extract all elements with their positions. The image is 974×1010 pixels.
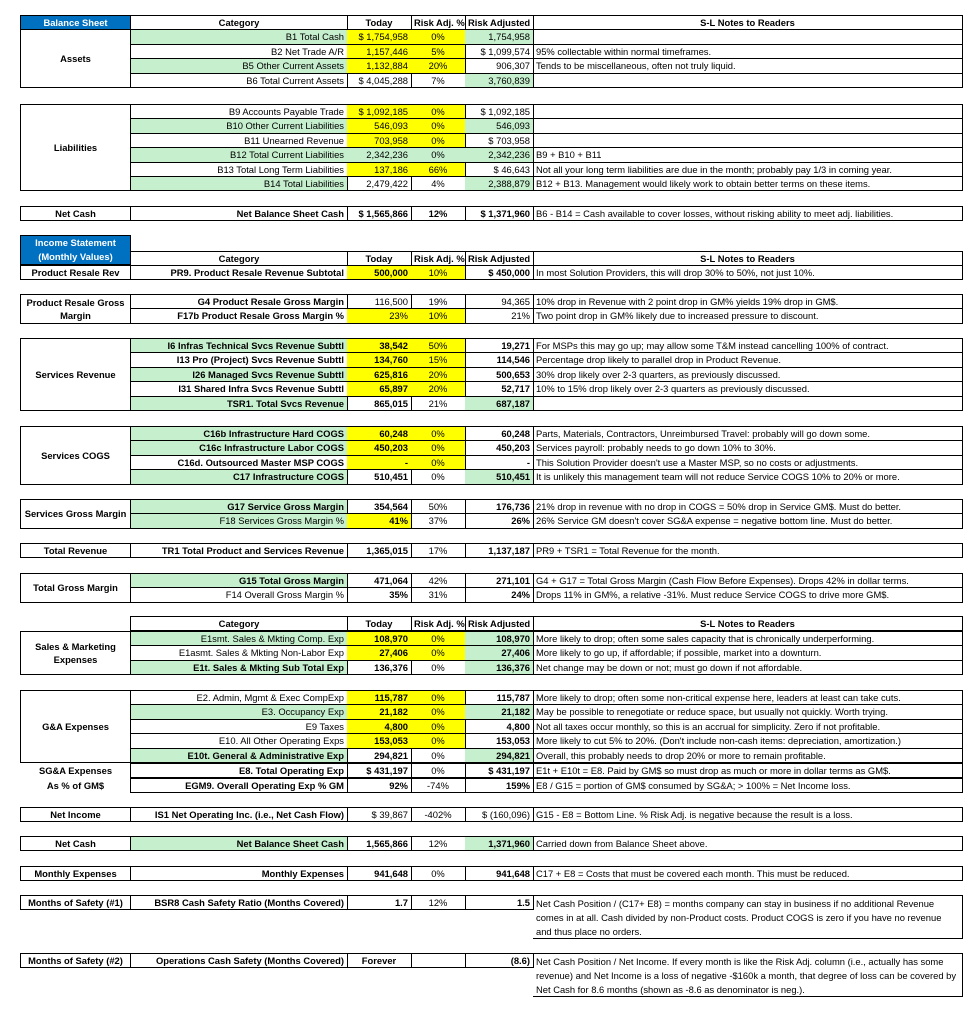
category-cell[interactable]: Net Balance Sheet Cash xyxy=(130,836,348,851)
risk-pct-cell[interactable]: 0% xyxy=(411,147,466,162)
risk-pct-cell[interactable]: 12% xyxy=(411,206,466,221)
risk-adjusted-cell[interactable]: 2,388,879 xyxy=(465,176,534,191)
risk-pct-cell[interactable]: 0% xyxy=(411,719,466,734)
today-cell[interactable]: 2,342,236 xyxy=(347,147,412,162)
risk-adjusted-cell[interactable]: (8.6) xyxy=(465,953,534,968)
risk-adjusted-cell[interactable]: 114,546 xyxy=(465,352,534,367)
risk-adjusted-cell[interactable]: 546,093 xyxy=(465,118,534,133)
risk-adjusted-cell[interactable]: 1.5 xyxy=(465,895,534,910)
risk-pct-cell[interactable]: 21% xyxy=(411,396,466,411)
today-cell[interactable]: 35% xyxy=(347,587,412,602)
header-risk[interactable]: Risk Adj. % xyxy=(411,251,466,266)
today-cell[interactable]: - xyxy=(347,455,412,470)
risk-pct-cell[interactable]: 42% xyxy=(411,573,466,588)
product-resale-rev-label: Product Resale Rev xyxy=(20,265,131,280)
header-notes[interactable]: S-L Notes to Readers xyxy=(533,15,963,30)
today-cell[interactable]: 4,800 xyxy=(347,719,412,734)
note-cell[interactable]: 26% Service GM doesn't cover SG&A expense = negative bottom line. Must do better. xyxy=(533,513,963,528)
category-cell[interactable]: TSR1. Total Svcs Revenue xyxy=(130,396,348,411)
category-cell[interactable]: B9 Accounts Payable Trade xyxy=(130,104,348,119)
services-gross-margin-label: Services Gross Margin xyxy=(20,499,131,529)
category-cell[interactable]: E1smt. Sales & Mkting Comp. Exp xyxy=(130,631,348,646)
category-cell[interactable]: B6 Total Current Assets xyxy=(130,73,348,88)
category-cell[interactable]: E2. Admin, Mgmt & Exec CompExp xyxy=(130,690,348,705)
risk-pct-cell[interactable]: 19% xyxy=(411,294,466,309)
note-cell[interactable] xyxy=(533,29,963,44)
category-cell[interactable]: B12 Total Current Liabilities xyxy=(130,147,348,162)
header-risk[interactable]: Risk Adj. % xyxy=(411,616,466,631)
risk-pct-cell[interactable]: 10% xyxy=(411,308,466,323)
today-cell[interactable]: $ 1,565,866 xyxy=(347,206,412,221)
sga-expenses-label: SG&A Expenses xyxy=(38,765,113,777)
balance-sheet-header[interactable]: Balance Sheet xyxy=(20,15,131,30)
risk-pct-cell[interactable]: 37% xyxy=(411,513,466,528)
risk-adjusted-cell[interactable]: 941,648 xyxy=(465,866,534,881)
category-cell[interactable]: E10. All Other Operating Exps xyxy=(130,733,348,748)
note-cell[interactable]: Not all taxes occur monthly, so this is an accrual for simplicity. Zero if not profitable. xyxy=(533,719,963,734)
today-cell[interactable]: 23% xyxy=(347,308,412,323)
monthly-expenses-label: Monthly Expenses xyxy=(20,866,131,881)
risk-adjusted-cell[interactable]: 159% xyxy=(465,778,534,793)
note-cell[interactable]: Parts, Materials, Contractors, Unreimbursed Travel: probably will go down some. xyxy=(533,426,963,441)
note-cell[interactable]: More likely to go up, if affordable; if possible, market into a downturn. xyxy=(533,645,963,660)
category-cell[interactable]: B11 Unearned Revenue xyxy=(130,133,348,148)
risk-pct-cell[interactable]: 10% xyxy=(411,265,466,280)
risk-pct-cell[interactable]: 7% xyxy=(411,73,466,88)
risk-pct-cell[interactable]: 0% xyxy=(411,426,466,441)
note-cell[interactable]: Overall, this probably needs to drop 20% or more to remain profitable. xyxy=(533,748,963,763)
risk-pct-cell[interactable]: 0% xyxy=(411,118,466,133)
risk-pct-cell[interactable]: -402% xyxy=(411,807,466,822)
risk-adjusted-cell[interactable]: $ 1,092,185 xyxy=(465,104,534,119)
note-cell[interactable]: May be possible to renegotiate or reduce space, but usually not quickly. Worth trying. xyxy=(533,704,963,719)
today-cell[interactable]: 21,182 xyxy=(347,704,412,719)
category-cell[interactable]: B10 Other Current Liabilities xyxy=(130,118,348,133)
risk-adjusted-cell[interactable]: 115,787 xyxy=(465,690,534,705)
risk-adjusted-cell[interactable]: 19,271 xyxy=(465,338,534,353)
assets-section-label: Assets xyxy=(20,29,131,88)
net-income-label: Net Income xyxy=(20,807,131,822)
risk-adjusted-cell[interactable]: $ 46,643 xyxy=(465,162,534,177)
note-cell[interactable]: E8 / G15 = portion of GM$ consumed by SG&A; > 100% = Net Income loss. xyxy=(533,778,963,793)
category-cell[interactable]: G17 Service Gross Margin xyxy=(130,499,348,514)
today-cell[interactable]: 153,053 xyxy=(347,733,412,748)
category-cell[interactable]: BSR8 Cash Safety Ratio (Months Covered) xyxy=(130,895,348,910)
today-cell[interactable]: 546,093 xyxy=(347,118,412,133)
category-cell[interactable]: I6 Infras Technical Svcs Revenue Subttl xyxy=(130,338,348,353)
income-statement-subtitle: (Monthly Values) xyxy=(38,251,113,262)
today-cell[interactable]: 865,015 xyxy=(347,396,412,411)
category-cell[interactable]: PR9. Product Resale Revenue Subtotal xyxy=(130,265,348,280)
note-cell[interactable]: 95% collectable within normal timeframes. xyxy=(533,44,963,59)
today-cell[interactable]: 38,542 xyxy=(347,338,412,353)
note-cell[interactable]: Drops 11% in GM%, a relative -31%. Must reduce Service COGS to drive more GM$. xyxy=(533,587,963,602)
risk-adjusted-cell[interactable]: 1,137,187 xyxy=(465,543,534,558)
note-cell[interactable]: 10% to 15% drop likely over 2-3 quarters as previously discussed. xyxy=(533,381,963,396)
risk-pct-cell[interactable]: 12% xyxy=(411,836,466,851)
note-cell[interactable]: B6 - B14 = Cash available to cover losses, without risking ability to meet adj. liabilities. xyxy=(533,206,963,221)
risk-pct-cell[interactable]: 20% xyxy=(411,58,466,73)
today-cell[interactable]: 108,970 xyxy=(347,631,412,646)
risk-pct-cell[interactable]: 15% xyxy=(411,352,466,367)
category-cell[interactable]: F14 Overall Gross Margin % xyxy=(130,587,348,602)
category-cell[interactable]: E9 Taxes xyxy=(130,719,348,734)
today-cell[interactable]: 703,958 xyxy=(347,133,412,148)
header-category[interactable]: Category xyxy=(130,251,348,266)
note-cell[interactable]: In most Solution Providers, this will drop 30% to 50%, not just 10%. xyxy=(533,265,963,280)
ga-expenses-label: G&A Expenses xyxy=(20,690,131,763)
risk-pct-cell[interactable]: 0% xyxy=(411,660,466,675)
risk-adjusted-cell[interactable]: $ 431,197 xyxy=(465,763,534,778)
risk-adjusted-cell[interactable]: 24% xyxy=(465,587,534,602)
today-cell[interactable]: $ 431,197 xyxy=(347,763,412,778)
header-category[interactable]: Category xyxy=(130,15,348,30)
category-cell[interactable]: I26 Managed Svcs Revenue Subttl xyxy=(130,367,348,382)
risk-adjusted-cell[interactable]: $ (160,096) xyxy=(465,807,534,822)
today-cell[interactable]: 625,816 xyxy=(347,367,412,382)
risk-pct-cell[interactable]: 0% xyxy=(411,645,466,660)
risk-pct-cell[interactable]: 0% xyxy=(411,104,466,119)
risk-pct-cell[interactable] xyxy=(411,953,466,968)
risk-pct-cell[interactable]: 0% xyxy=(411,469,466,484)
category-cell[interactable]: IS1 Net Operating Inc. (i.e., Net Cash Flow) xyxy=(130,807,348,822)
risk-pct-cell[interactable]: 0% xyxy=(411,866,466,881)
total-revenue-label: Total Revenue xyxy=(20,543,131,558)
today-cell[interactable]: 500,000 xyxy=(347,265,412,280)
note-cell[interactable]: Net Cash Position / Net Income. If every month is like the Risk Adj. column (i.e., actually has some revenue) and Net Income is a loss of negative -$160k a month, that degree of loss can be covered by Net Cash for 8.6 months (shown as -8.6 as denominator is neg.). xyxy=(533,953,963,997)
category-cell[interactable]: I31 Shared Infra Svcs Revenue Subttl xyxy=(130,381,348,396)
liabilities-section-label: Liabilities xyxy=(20,104,131,191)
risk-adjusted-cell[interactable]: 27,406 xyxy=(465,645,534,660)
risk-pct-cell[interactable]: 0% xyxy=(411,440,466,455)
note-cell[interactable]: G15 - E8 = Bottom Line. % Risk Adj. is negative because the result is a loss. xyxy=(533,807,963,822)
today-cell[interactable]: 1,565,866 xyxy=(347,836,412,851)
net-cash-label-2: Net Cash xyxy=(20,836,131,851)
risk-adjusted-cell[interactable]: 21% xyxy=(465,308,534,323)
header-category[interactable]: Category xyxy=(130,616,348,631)
net-cash-label: Net Cash xyxy=(20,206,131,221)
risk-adjusted-cell[interactable]: 906,307 xyxy=(465,58,534,73)
services-revenue-label: Services Revenue xyxy=(20,338,131,411)
risk-pct-cell[interactable]: 50% xyxy=(411,499,466,514)
note-cell[interactable]: Not all your long term liabilities are due in the month; probably pay 1/3 in coming year. xyxy=(533,162,963,177)
category-cell[interactable]: Operations Cash Safety (Months Covered) xyxy=(130,953,348,968)
risk-adjusted-cell[interactable]: 687,187 xyxy=(465,396,534,411)
sales-marketing-label: Sales & Marketing Expenses xyxy=(20,631,131,675)
category-cell[interactable]: I13 Pro (Project) Svcs Revenue Subttl xyxy=(130,352,348,367)
risk-adjusted-cell[interactable]: 450,203 xyxy=(465,440,534,455)
category-cell[interactable]: C16d. Outsourced Master MSP COGS xyxy=(130,455,348,470)
note-cell[interactable]: C17 + E8 = Costs that must be covered each month. This must be reduced. xyxy=(533,866,963,881)
header-adjusted[interactable]: Risk Adjusted xyxy=(465,251,534,266)
category-cell[interactable]: C17 Infrastructure COGS xyxy=(130,469,348,484)
note-cell[interactable]: Carried down from Balance Sheet above. xyxy=(533,836,963,851)
category-cell[interactable]: G15 Total Gross Margin xyxy=(130,573,348,588)
risk-adjusted-cell[interactable]: 4,800 xyxy=(465,719,534,734)
risk-adjusted-cell[interactable]: 60,248 xyxy=(465,426,534,441)
income-statement-title: Income Statement xyxy=(35,237,116,248)
note-cell[interactable]: PR9 + TSR1 = Total Revenue for the month. xyxy=(533,543,963,558)
note-cell[interactable]: B12 + B13. Management would likely work to obtain better terms on these items. xyxy=(533,176,963,191)
today-cell[interactable]: 116,500 xyxy=(347,294,412,309)
total-gross-margin-label: Total Gross Margin xyxy=(20,573,131,603)
today-cell[interactable]: 294,821 xyxy=(347,748,412,763)
category-cell[interactable]: E1asmt. Sales & Mkting Non-Labor Exp xyxy=(130,645,348,660)
header-today[interactable]: Today xyxy=(347,616,412,631)
risk-pct-cell[interactable]: 4% xyxy=(411,176,466,191)
today-cell[interactable]: 2,479,422 xyxy=(347,176,412,191)
category-cell[interactable]: B5 Other Current Assets xyxy=(130,58,348,73)
note-cell[interactable]: 10% drop in Revenue with 2 point drop in GM% yields 19% drop in GM$. xyxy=(533,294,963,309)
risk-pct-cell[interactable]: 0% xyxy=(411,455,466,470)
risk-adjusted-cell[interactable]: 108,970 xyxy=(465,631,534,646)
note-cell[interactable]: More likely to drop; often some non-critical expense here, leaders at least can take cuts. xyxy=(533,690,963,705)
risk-pct-cell[interactable]: 0% xyxy=(411,29,466,44)
risk-adjusted-cell[interactable]: 52,717 xyxy=(465,381,534,396)
note-cell[interactable]: G4 + G17 = Total Gross Margin (Cash Flow Before Expenses). Drops 42% in dollar terms. xyxy=(533,573,963,588)
risk-pct-cell[interactable]: 20% xyxy=(411,367,466,382)
note-cell[interactable]: Net change may be down or not; must go down if not affordable. xyxy=(533,660,963,675)
note-cell[interactable] xyxy=(533,104,963,119)
risk-adjusted-cell[interactable]: 3,760,839 xyxy=(465,73,534,88)
risk-pct-cell[interactable]: 66% xyxy=(411,162,466,177)
category-cell[interactable]: B2 Net Trade A/R xyxy=(130,44,348,59)
risk-pct-cell[interactable]: 0% xyxy=(411,763,466,778)
today-cell[interactable]: $ 1,754,958 xyxy=(347,29,412,44)
category-cell[interactable]: E8. Total Operating Exp xyxy=(130,763,348,778)
months-safety-1-label: Months of Safety (#1) xyxy=(20,895,131,910)
note-cell[interactable]: B9 + B10 + B11 xyxy=(533,147,963,162)
category-cell[interactable]: C16b Infrastructure Hard COGS xyxy=(130,426,348,441)
today-cell[interactable]: 137,186 xyxy=(347,162,412,177)
risk-pct-cell[interactable]: 20% xyxy=(411,381,466,396)
risk-pct-cell[interactable]: 0% xyxy=(411,733,466,748)
note-cell[interactable]: More likely to drop; often some sales capacity that is chronically underperforming. xyxy=(533,631,963,646)
risk-adjusted-cell[interactable]: 153,053 xyxy=(465,733,534,748)
today-cell[interactable]: 60,248 xyxy=(347,426,412,441)
category-cell[interactable]: E3. Occupancy Exp xyxy=(130,704,348,719)
today-cell[interactable]: $ 1,092,185 xyxy=(347,104,412,119)
risk-pct-cell[interactable]: 12% xyxy=(411,895,466,910)
risk-pct-cell[interactable]: 0% xyxy=(411,133,466,148)
today-cell[interactable]: 354,564 xyxy=(347,499,412,514)
note-cell[interactable] xyxy=(533,73,963,88)
note-cell[interactable]: Two point drop in GM% likely due to increased pressure to discount. xyxy=(533,308,963,323)
today-cell[interactable]: 41% xyxy=(347,513,412,528)
risk-pct-cell[interactable]: -74% xyxy=(411,778,466,793)
note-cell[interactable]: Services payroll: probably needs to go down 10% to 30%. xyxy=(533,440,963,455)
risk-adjusted-cell[interactable]: $ 450,000 xyxy=(465,265,534,280)
header-adjusted[interactable]: Risk Adjusted xyxy=(465,15,534,30)
note-cell[interactable]: E1t + E10t = E8. Paid by GM$ so must drop as much or more in dollar terms as GM$. xyxy=(533,763,963,778)
risk-adjusted-cell[interactable]: 271,101 xyxy=(465,573,534,588)
months-safety-2-label: Months of Safety (#2) xyxy=(20,953,131,968)
note-cell[interactable]: More likely to cut 5% to 20%. (Don't include non-cash items: depreciation, amortization.) xyxy=(533,733,963,748)
today-cell[interactable]: 1.7 xyxy=(347,895,412,910)
note-cell[interactable]: Net Cash Position / (C17+ E8) = months company can stay in business if no additional Revenue comes in at all. Cash divided by non-Product costs. Product COGS is zero if you have no revenue and thus place no orders. xyxy=(533,895,963,939)
product-resale-gm-label: Product Resale Gross Margin xyxy=(20,294,131,324)
note-cell[interactable] xyxy=(533,133,963,148)
category-cell[interactable]: B1 Total Cash xyxy=(130,29,348,44)
risk-adjusted-cell[interactable]: 176,736 xyxy=(465,499,534,514)
risk-adjusted-cell[interactable]: 136,376 xyxy=(465,660,534,675)
risk-adjusted-cell[interactable]: 510,451 xyxy=(465,469,534,484)
today-cell[interactable]: 92% xyxy=(347,778,412,793)
header-risk[interactable]: Risk Adj. % xyxy=(411,15,466,30)
note-cell[interactable]: Percentage drop likely to parallel drop in Product Revenue. xyxy=(533,352,963,367)
today-cell[interactable]: 1,365,015 xyxy=(347,543,412,558)
services-cogs-label: Services COGS xyxy=(20,426,131,485)
today-cell[interactable]: 134,760 xyxy=(347,352,412,367)
note-cell[interactable]: Tends to be miscellaneous, often not truly liquid. xyxy=(533,58,963,73)
category-cell[interactable]: EGM9. Overall Operating Exp % GM xyxy=(130,778,348,793)
header-adjusted[interactable]: Risk Adjusted xyxy=(465,616,534,631)
today-cell[interactable]: 510,451 xyxy=(347,469,412,484)
risk-adjusted-cell[interactable]: 2,342,236 xyxy=(465,147,534,162)
note-cell[interactable]: This Solution Provider doesn't use a Master MSP, so no costs or adjustments. xyxy=(533,455,963,470)
category-cell[interactable]: B14 Total Liabilities xyxy=(130,176,348,191)
today-cell[interactable]: 27,406 xyxy=(347,645,412,660)
category-cell[interactable]: B13 Total Long Term Liabilities xyxy=(130,162,348,177)
today-cell[interactable]: Forever xyxy=(347,953,412,968)
risk-pct-cell[interactable]: 17% xyxy=(411,543,466,558)
risk-pct-cell[interactable]: 0% xyxy=(411,631,466,646)
header-notes[interactable]: S-L Notes to Readers xyxy=(533,251,963,266)
today-cell[interactable]: $ 4,045,288 xyxy=(347,73,412,88)
risk-adjusted-cell[interactable]: 26% xyxy=(465,513,534,528)
category-cell[interactable]: E10t. General & Administrative Exp xyxy=(130,748,348,763)
risk-adjusted-cell[interactable]: 500,653 xyxy=(465,367,534,382)
header-notes[interactable]: S-L Notes to Readers xyxy=(533,616,963,631)
category-cell[interactable]: E1t. Sales & Mkting Sub Total Exp xyxy=(130,660,348,675)
today-cell[interactable]: 941,648 xyxy=(347,866,412,881)
note-cell[interactable]: 30% drop likely over 2-3 quarters, as previously discussed. xyxy=(533,367,963,382)
pct-of-gm-label: As % of GM$ xyxy=(46,780,105,792)
risk-adjusted-cell[interactable]: $ 703,958 xyxy=(465,133,534,148)
category-cell[interactable]: C16c Infrastructure Labor COGS xyxy=(130,440,348,455)
today-cell[interactable]: $ 39,867 xyxy=(347,807,412,822)
today-cell[interactable]: 65,897 xyxy=(347,381,412,396)
today-cell[interactable]: 136,376 xyxy=(347,660,412,675)
risk-adjusted-cell[interactable]: 294,821 xyxy=(465,748,534,763)
note-cell[interactable]: 21% drop in revenue with no drop in COGS = 50% drop in Service GM$. Must do better. xyxy=(533,499,963,514)
risk-pct-cell[interactable]: 0% xyxy=(411,690,466,705)
risk-adjusted-cell[interactable]: 21,182 xyxy=(465,704,534,719)
note-cell[interactable] xyxy=(533,118,963,133)
risk-adjusted-cell[interactable]: - xyxy=(465,455,534,470)
today-cell[interactable]: 1,132,884 xyxy=(347,58,412,73)
header-today[interactable]: Today xyxy=(347,251,412,266)
risk-pct-cell[interactable]: 0% xyxy=(411,748,466,763)
risk-adjusted-cell[interactable]: 94,365 xyxy=(465,294,534,309)
risk-adjusted-cell[interactable]: 1,371,960 xyxy=(465,836,534,851)
risk-pct-cell[interactable]: 0% xyxy=(411,704,466,719)
risk-pct-cell[interactable]: 50% xyxy=(411,338,466,353)
risk-adjusted-cell[interactable]: $ 1,099,574 xyxy=(465,44,534,59)
category-cell[interactable]: Net Balance Sheet Cash xyxy=(130,206,348,221)
today-cell[interactable]: 471,064 xyxy=(347,573,412,588)
note-cell[interactable]: It is unlikely this management team will not reduce Service COGS 10% to 20% or more. xyxy=(533,469,963,484)
category-cell[interactable]: TR1 Total Product and Services Revenue xyxy=(130,543,348,558)
risk-adjusted-cell[interactable]: $ 1,371,960 xyxy=(465,206,534,221)
today-cell[interactable]: 1,157,446 xyxy=(347,44,412,59)
header-today[interactable]: Today xyxy=(347,15,412,30)
category-cell[interactable]: F18 Services Gross Margin % xyxy=(130,513,348,528)
note-cell[interactable] xyxy=(533,396,963,411)
category-cell[interactable]: Monthly Expenses xyxy=(130,866,348,881)
note-cell[interactable]: For MSPs this may go up; may allow some T&M instead cancelling 100% of contract. xyxy=(533,338,963,353)
category-cell[interactable]: F17b Product Resale Gross Margin % xyxy=(130,308,348,323)
today-cell[interactable]: 115,787 xyxy=(347,690,412,705)
risk-pct-cell[interactable]: 31% xyxy=(411,587,466,602)
risk-pct-cell[interactable]: 5% xyxy=(411,44,466,59)
today-cell[interactable]: 450,203 xyxy=(347,440,412,455)
income-statement-header xyxy=(20,235,131,265)
risk-adjusted-cell[interactable]: 1,754,958 xyxy=(465,29,534,44)
category-cell[interactable]: G4 Product Resale Gross Margin xyxy=(130,294,348,309)
